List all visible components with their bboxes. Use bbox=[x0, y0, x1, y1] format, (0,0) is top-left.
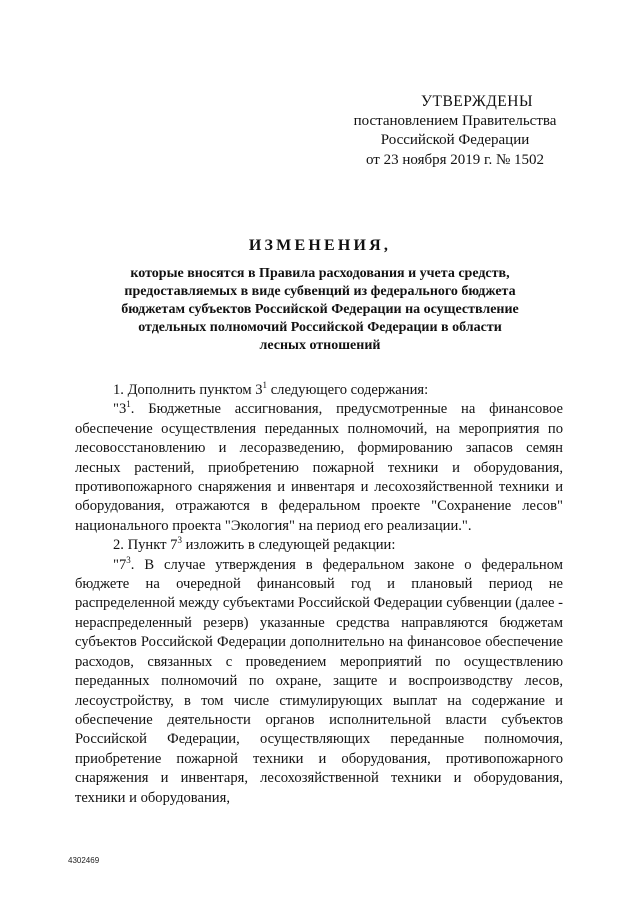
paragraph-item-1 bbox=[75, 381, 563, 400]
document-number: 4302469 bbox=[68, 856, 100, 865]
superscript-index: 1 bbox=[126, 399, 131, 410]
subtitle-line: бюджетам субъектов Российской Федерации на осуществление bbox=[121, 302, 519, 317]
paragraph-text: 2. Пункт 7 bbox=[113, 537, 178, 554]
document-title: ИЗМЕНЕНИЯ, bbox=[248, 237, 392, 254]
paragraph-text: . Бюджетные ассигнования, предусмотренные на финансовое обеспечение осуществления переданных полномочий, на мероприятия по лесовосстановлению и лесоразведению, формированию запасов семян лесных растений, приобретению пожарной техники и оборудования, противопожарного снаряжения и инвентаря и лесохозяйственной техники и оборудования, отражаются в федеральном проекте "Сохранение лесов" национального проекта "Экология" на период его реализации.". bbox=[75, 401, 563, 534]
superscript-index: 3 bbox=[126, 554, 131, 565]
paragraph-text: 1. Дополнить пунктом 3 bbox=[113, 382, 263, 398]
paragraph-item-2 bbox=[75, 536, 563, 555]
paragraph-clause-3-1 bbox=[75, 400, 563, 536]
document-body bbox=[75, 381, 563, 808]
approval-line: постановлением Правительства bbox=[353, 112, 557, 129]
document-subtitle bbox=[80, 265, 560, 355]
subtitle-line: лесных отношений bbox=[259, 338, 381, 353]
approval-line: Российской Федерации bbox=[380, 132, 530, 148]
subtitle-line: предоставляемых в виде субвенций из федерального бюджета bbox=[124, 284, 516, 299]
superscript-index: 1 bbox=[262, 380, 268, 391]
subtitle-line: отдельных полномочий Российской Федерации в области bbox=[138, 320, 502, 335]
paragraph-text: следующего содержания: bbox=[267, 382, 429, 398]
approval-heading: УТВЕРЖДЕНЫ bbox=[421, 93, 533, 110]
clause-number: "3 bbox=[113, 401, 127, 418]
approval-block bbox=[340, 92, 570, 170]
superscript-index: 3 bbox=[177, 535, 182, 546]
clause-number: "7 bbox=[113, 556, 127, 573]
approval-date-line: от 23 ноября 2019 г. № 1502 bbox=[365, 151, 545, 168]
paragraph-clause-7-3 bbox=[75, 556, 563, 808]
paragraph-text: . В случае утверждения в федеральном законе о федеральном бюджете на очередной финансовый год и плановый период не распределенной между субъектами Российской Федерации субвенции (далее - нераспределенный резерв) указанные средства направляются бюджетам субъектов Российской Федерации дополнительно на финансовое обеспечение расходов, связанных с проведением мероприятий по осуществлению переданных полномочий по охране, защите и воспроизводству лесов, лесоустройству, в том числе стимулирующих выплат на содержание и обеспечение деятельности органов исполнительной власти субъектов Российской Федерации, осуществляющих переданные полномочия, приобретение пожарной техники и оборудования, противопожарного снаряжения и инвентаря, лесохозяйственной техники и оборудования, техники и оборудования, bbox=[75, 556, 563, 806]
subtitle-line: которые вносятся в Правила расходования и учета средств, bbox=[130, 266, 510, 281]
paragraph-text: изложить в следующей редакции: bbox=[181, 537, 396, 554]
